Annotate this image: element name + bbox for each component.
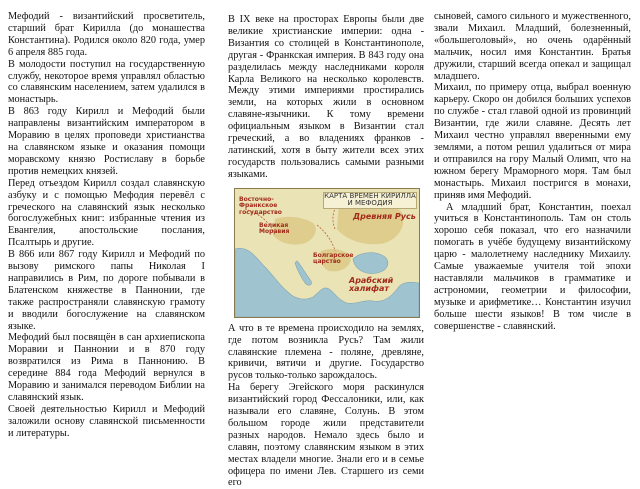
paragraph: Михаил, по примеру отца, выбрал военную карьеру. Скоро он добился больших успехов по службе - стал главой одной из провинций Византии, где жили славяне. Десять лет Михаил честно управлял вверенными ему землями, а потом решил удалиться от мира и отправился на гору Малый Олимп, что на южном берегу Мраморного моря. Там был монастырь. Михаил постригся в монахи, приняв имя Мефодий. [434,82,631,201]
map-image [234,188,420,318]
text-column-right [434,0,631,463]
paragraph: В IX веке на просторах Европы были две великие христианские империи: одна - Византия со столицей в Константинополе, другая - Франкская империя. В 843 году она разделилась между наследниками короля Карла Великого на несколько королевств. Между этими империями простирались земли, на которых жили в основном славяне-язычники. К тому времени официальным языком в Византии стал греческий, а во владениях франков - латинский, хотя в быту жители всех этих государств пользовались самыми разными языками. [228,14,424,180]
map-label-moravia: Великая Моравия [259,221,290,236]
paragraph: Мефодий - византийский просветитель, старший брат Кирилла (до монашества Константина). Родился около 820 года, умер 6 апреля 885 года. [8,11,205,58]
map-title: КАРТА ВРЕМЕН КИРИЛЛА И МЕФОДИЯ [324,191,416,208]
paragraph-indented: А младший брат, Константин, поехал учиться в Константинополь. Там он столь хорошо себя показал, что его назначили помогать в учёбе будущему византийскому царю - малолетнему наследнику Михаилу. Самые уважаемые учителя той эпохи наставляли мальчиков в грамматике и астрономии, геометрии и философии, музыке и арифметике… Константин изучил больше шести языков! В том числе в совершенстве - славянский. [434,201,631,332]
paragraph: Своей деятельностью Кирилл и Мефодий заложили основу славянской письменности и литературы. [8,403,205,439]
map-label-rus: Древняя Русь [353,211,416,221]
text-column-middle [228,0,424,489]
paragraph: В молодости поступил на государственную службу, некоторое время управлял областью со славянским населением, затем удалился в монастырь. [8,58,205,106]
paragraph: сыновей, самого сильного и мужественного, звали Михаил. Младший, болезненный, «большеголовый», но очень одарённый мальчик, носил имя Константин. Братья дружили, старший всегда опекал и защищал младшего. [434,11,631,82]
map-figure [228,188,424,316]
paragraph: А что в те времена происходило на землях, где потом возникла Русь? Там жили славянские племена - поляне, древляне, кривичи, вятичи и другие. Государство русов только-только зарождалось. [228,322,424,382]
paragraph: В 863 году Кирилл и Мефодий были направлены византийским императором в Моравию в целях проповеди христианства на славянском языке и оказания помощи моравскому князю Ростиславу в борьбе против немецких князей. [8,106,205,177]
map-label-franks: Восточно-Франкское государство [239,195,282,216]
map-label-caliphate: Арабский халифат [349,275,394,293]
paragraph: Перед отъездом Кирилл создал славянскую азбуку и с помощью Мефодия перевёл с греческого на славянский язык несколько богослужебных книг: избранные чтения из Евангелия, апостольские послания, Псалтырь и другие. [8,177,205,249]
paragraph: Мефодий был посвящён в сан архиепископа Моравии и Паннонии и в 870 году возвратился из Рима в Паннонию. В середине 884 года Мефодий вернулся в Моравию и занимался переводом Библии на славянский язык. [8,332,205,403]
text-column-left [8,0,205,463]
paragraph: В 866 или 867 году Кирилл и Мефодий по вызову римского папы Николая I направились в Рим, по дороге побывали в Блатенском княжестве в Паннонии, где также распространяли славянскую грамоту и вводили богослужение на славянском языке. [8,249,205,332]
map-label-bulgaria: Болгарское царство [313,251,354,266]
paragraph: На берегу Эгейского моря раскинулся византийский город Фессалоники, или, как называли его славяне, Солунь. В этом большом городе жили представители разных народов. Немало здесь было и славян, поэтому славянским языком в этих местах владели многие. Знали его и в семье офицера по имени Лев. Старшего из семи его [228,382,424,489]
